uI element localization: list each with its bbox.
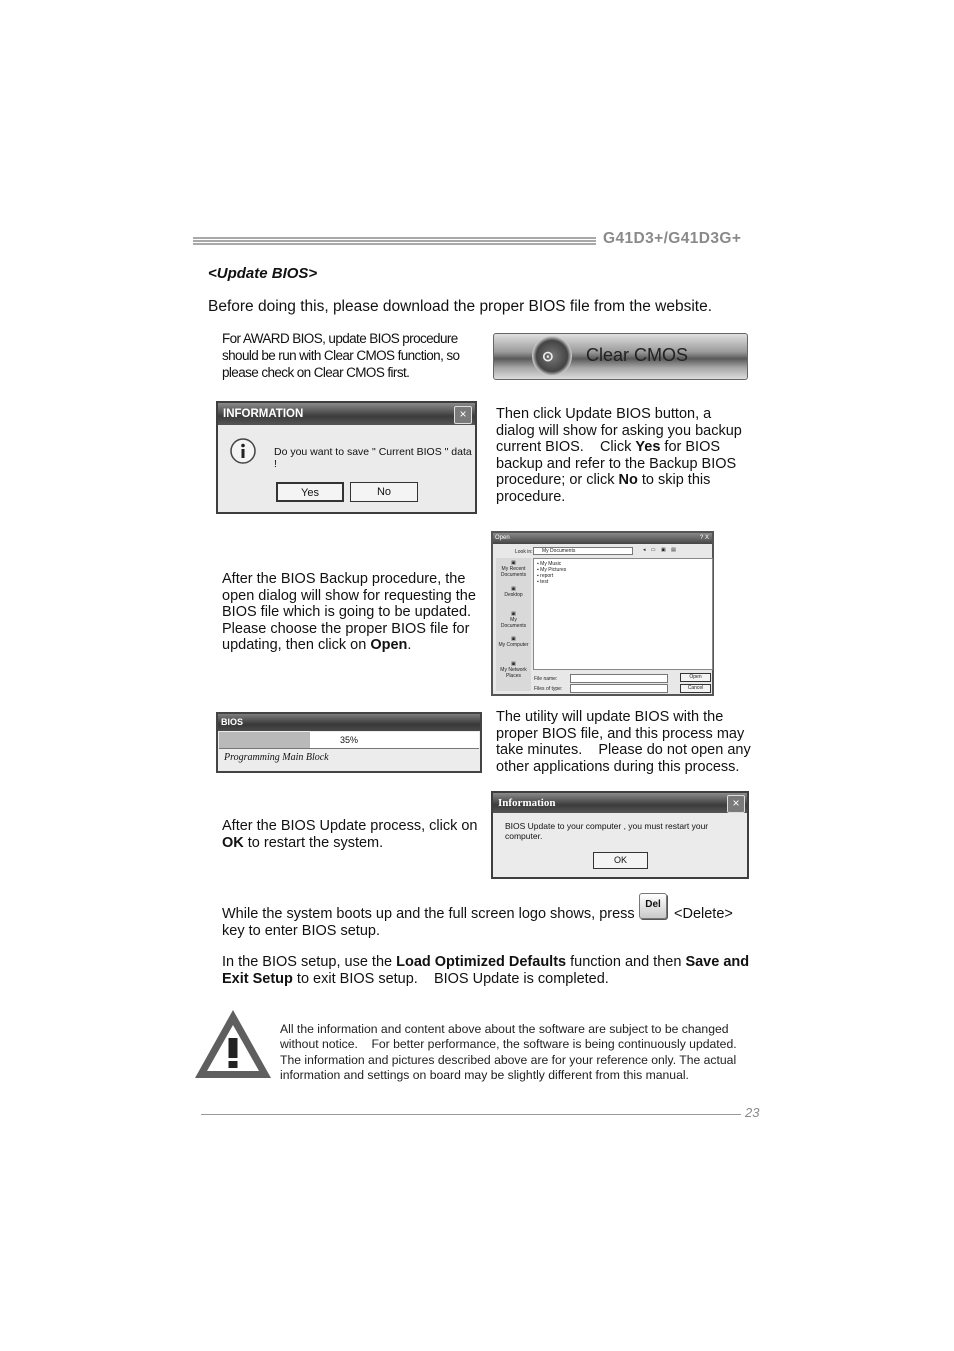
title-buttons[interactable]: ? X bbox=[699, 535, 709, 541]
file-name-input[interactable] bbox=[570, 674, 668, 683]
model-name: G41D3+/G41D3G+ bbox=[603, 230, 742, 247]
step6-line2: key to enter BIOS setup. bbox=[222, 923, 380, 939]
place-computer[interactable]: ▣ My Computer bbox=[498, 636, 529, 648]
intro-text: Before doing this, please download the proper BIOS file from the website. bbox=[208, 298, 713, 315]
warning-icon bbox=[193, 1008, 273, 1080]
disclaimer-note: All the information and content above about the software are subject to be changed without notice. For better performance, the software is being continuously updated. The information and pictures described above are for your reference only. The actual information and settings on board may be slightly different from this manual. bbox=[280, 1022, 737, 1083]
file-type-label: Files of type: bbox=[534, 686, 563, 692]
bios-progress-dialog bbox=[216, 712, 482, 773]
file-type-select[interactable] bbox=[570, 684, 668, 693]
dialog-title: INFORMATION bbox=[218, 403, 475, 425]
step5-text: After the BIOS Update process, click on OK to restart the system. bbox=[222, 818, 478, 851]
toolbar-icons[interactable]: ◂ ▭ ▣ ▤ bbox=[643, 547, 678, 553]
yes-button[interactable]: Yes bbox=[276, 482, 344, 502]
close-icon[interactable]: × bbox=[454, 406, 472, 424]
dialog-title: Information bbox=[493, 793, 747, 813]
progress-bar bbox=[219, 732, 479, 749]
delete-key-icon: Del bbox=[639, 893, 667, 919]
no-button[interactable]: No bbox=[350, 482, 418, 502]
place-recent[interactable]: ▣ My Recent Documents bbox=[500, 560, 527, 578]
file-list bbox=[533, 558, 713, 670]
close-icon[interactable]: × bbox=[727, 795, 745, 813]
info-icon bbox=[229, 437, 259, 467]
open-file-dialog bbox=[491, 531, 714, 696]
step3-text: After the BIOS Backup procedure, the open dialog will show for requesting the BIOS file which is going to be updated. Please choose the proper BIOS file for updating, then click on Open. bbox=[222, 571, 476, 654]
cancel-button[interactable]: Cancel bbox=[680, 684, 711, 693]
restart-dialog bbox=[491, 791, 749, 879]
open-button[interactable]: Open bbox=[680, 673, 711, 682]
clear-cmos-label: Clear CMOS bbox=[586, 345, 689, 365]
look-in-label: Look in: bbox=[515, 549, 533, 555]
clear-cmos-button[interactable] bbox=[493, 333, 748, 380]
dialog-title: Open ? X bbox=[493, 533, 712, 544]
step2-text: Then click Update BIOS button, a dialog will show for asking you backup current BIOS. Click Yes for BIOS backup and refer to the Backup BIOS procedure; or click No to skip this procedure. bbox=[496, 406, 742, 505]
step6-line1: While the system boots up and the full screen logo shows, press bbox=[222, 906, 635, 922]
progress-label: 35% bbox=[339, 735, 358, 745]
page-number: 23 bbox=[745, 1105, 760, 1120]
step7-text: In the BIOS setup, use the Load Optimized Defaults function and then Save and Exit Setup to exit BIOS setup. BIOS Update is completed. bbox=[222, 954, 750, 987]
step4-text: The utility will update BIOS with the proper BIOS file, and this process may take minutes. Please do not open any other applications during this process. bbox=[496, 709, 751, 775]
dialog-message: Do you want to save " Current BIOS " data ! bbox=[274, 446, 472, 470]
ok-button[interactable]: OK bbox=[593, 852, 648, 869]
list-item[interactable]: ▪ report bbox=[537, 573, 554, 579]
list-item[interactable]: ▪ test bbox=[537, 579, 549, 585]
footer-rule bbox=[201, 1114, 741, 1115]
place-network[interactable]: ▣ My Network Places bbox=[500, 661, 527, 679]
progress-caption: Programming Main Block bbox=[224, 752, 329, 763]
list-item[interactable]: ▪ My Pictures bbox=[537, 567, 567, 573]
places-bar bbox=[496, 558, 531, 691]
place-desktop[interactable]: ▣ Desktop bbox=[504, 586, 523, 598]
header-rule bbox=[193, 237, 596, 246]
file-name-label: File name: bbox=[534, 676, 558, 682]
section-title: <Update BIOS> bbox=[208, 265, 318, 282]
save-bios-dialog bbox=[216, 401, 477, 514]
delete-key-label: <Delete> bbox=[674, 906, 733, 922]
dialog-title: BIOS bbox=[218, 714, 480, 731]
clear-cmos-icon: ⊙ bbox=[532, 336, 572, 376]
dialog-message: BIOS Update to your computer , you must restart your computer. bbox=[505, 821, 709, 841]
list-item[interactable]: ▪ My Music bbox=[537, 561, 562, 567]
place-documents[interactable]: ▣ My Documents bbox=[500, 611, 527, 629]
step1-text: For AWARD BIOS, update BIOS procedure should be run with Clear CMOS function, so please check on Clear CMOS first. bbox=[222, 331, 460, 380]
look-in-select[interactable]: My Documents bbox=[533, 547, 633, 555]
